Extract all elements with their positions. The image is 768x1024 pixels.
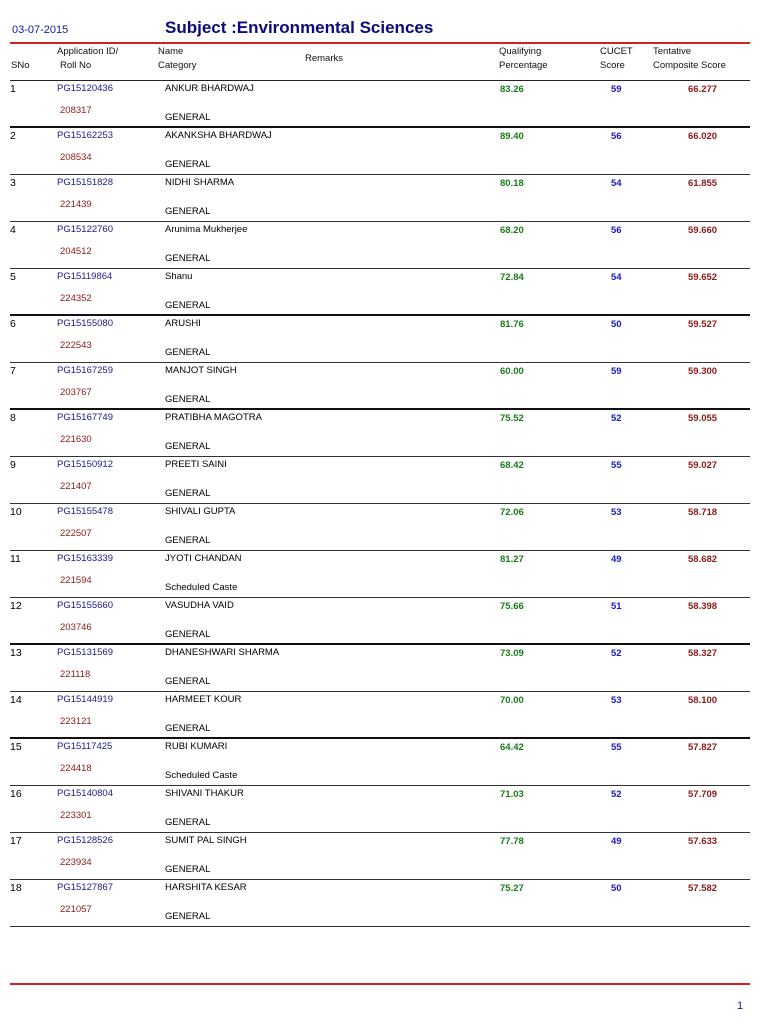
row-application-id: PG15119864 <box>57 271 113 282</box>
row-name: SHIVANI THAKUR <box>165 788 244 799</box>
row-sno: 9 <box>10 459 16 471</box>
column-header-name <box>158 45 197 73</box>
row-name: NIDHI SHARMA <box>165 177 235 188</box>
row-cucet-score: 50 <box>611 319 622 330</box>
row-roll-no: 221057 <box>60 904 92 915</box>
row-category: GENERAL <box>165 112 211 123</box>
row-sno: 4 <box>10 224 16 236</box>
row-category: GENERAL <box>165 864 211 875</box>
results-table <box>10 81 750 927</box>
row-sno: 5 <box>10 271 16 283</box>
row-cucet-score: 52 <box>611 413 622 424</box>
row-composite-score: 58.682 <box>688 554 718 565</box>
row-category: GENERAL <box>165 535 211 546</box>
row-application-id: PG15117425 <box>57 741 113 752</box>
row-qualifying-percentage: 68.20 <box>500 225 524 236</box>
row-category: GENERAL <box>165 488 211 499</box>
row-sno: 2 <box>10 130 16 142</box>
row-category: GENERAL <box>165 723 211 734</box>
table-row <box>10 316 750 363</box>
row-cucet-score: 54 <box>611 272 622 283</box>
row-composite-score: 57.582 <box>688 883 718 894</box>
row-name: SUMIT PAL SINGH <box>165 835 247 846</box>
column-header-app-id-label: Application ID/ <box>57 46 119 57</box>
row-application-id: PG15167749 <box>57 412 113 423</box>
footer-divider <box>10 983 750 985</box>
row-qualifying-percentage: 64.42 <box>500 742 524 753</box>
row-category: GENERAL <box>165 206 211 217</box>
row-qualifying-percentage: 70.00 <box>500 695 524 706</box>
row-cucet-score: 56 <box>611 131 622 142</box>
column-header-app-id <box>57 45 118 73</box>
row-category: GENERAL <box>165 253 211 264</box>
row-composite-score: 59.660 <box>688 225 718 236</box>
row-qualifying-percentage: 60.00 <box>500 366 524 377</box>
column-header-name-label: Name <box>158 46 184 57</box>
row-application-id: PG15144919 <box>57 694 113 705</box>
row-cucet-score: 52 <box>611 789 622 800</box>
row-roll-no: 203767 <box>60 387 92 398</box>
row-qualifying-percentage: 89.40 <box>500 131 524 142</box>
row-qualifying-percentage: 75.27 <box>500 883 524 894</box>
row-application-id: PG15151828 <box>57 177 113 188</box>
row-application-id: PG15155080 <box>57 318 113 329</box>
row-composite-score: 57.827 <box>688 742 718 753</box>
row-roll-no: 224418 <box>60 763 92 774</box>
row-sno: 10 <box>10 506 22 518</box>
row-cucet-score: 56 <box>611 225 622 236</box>
row-sno: 1 <box>10 83 16 95</box>
row-cucet-score: 55 <box>611 460 622 471</box>
report-date: 03-07-2015 <box>12 24 69 36</box>
row-roll-no: 221407 <box>60 481 92 492</box>
column-header-qualifying <box>499 45 548 73</box>
row-cucet-score: 53 <box>611 507 622 518</box>
row-cucet-score: 51 <box>611 601 622 612</box>
row-application-id: PG15167259 <box>57 365 113 376</box>
row-composite-score: 61.855 <box>688 178 718 189</box>
row-composite-score: 59.027 <box>688 460 718 471</box>
row-category: GENERAL <box>165 629 211 640</box>
row-qualifying-percentage: 71.03 <box>500 789 524 800</box>
row-roll-no: 223121 <box>60 716 92 727</box>
row-sno: 7 <box>10 365 16 377</box>
row-sno: 14 <box>10 694 22 706</box>
row-category: Scheduled Caste <box>165 770 238 781</box>
row-category: GENERAL <box>165 911 211 922</box>
row-category: GENERAL <box>165 441 211 452</box>
row-name: HARMEET KOUR <box>165 694 242 705</box>
row-composite-score: 58.100 <box>688 695 718 706</box>
row-name: Arunima Mukherjee <box>165 224 248 235</box>
row-qualifying-percentage: 77.78 <box>500 836 524 847</box>
table-row <box>10 880 750 927</box>
table-row <box>10 504 750 551</box>
table-row <box>10 598 750 645</box>
table-row <box>10 645 750 692</box>
table-row <box>10 786 750 833</box>
column-header-cucet <box>600 45 633 73</box>
row-application-id: PG15150912 <box>57 459 113 470</box>
row-roll-no: 208534 <box>60 152 92 163</box>
row-name: MANJOT SINGH <box>165 365 237 376</box>
table-row <box>10 692 750 739</box>
row-qualifying-percentage: 72.06 <box>500 507 524 518</box>
row-composite-score: 57.709 <box>688 789 718 800</box>
row-qualifying-percentage: 75.66 <box>500 601 524 612</box>
row-sno: 11 <box>10 553 21 565</box>
column-header-category-label: Category <box>158 60 197 71</box>
column-header-qualifying-label-2: Percentage <box>499 60 548 71</box>
row-category: GENERAL <box>165 300 211 311</box>
row-name: JYOTI CHANDAN <box>165 553 242 564</box>
table-row <box>10 457 750 504</box>
row-qualifying-percentage: 75.52 <box>500 413 524 424</box>
row-sno: 17 <box>10 835 22 847</box>
row-category: GENERAL <box>165 817 211 828</box>
row-application-id: PG15155660 <box>57 600 113 611</box>
row-cucet-score: 59 <box>611 84 622 95</box>
row-composite-score: 58.327 <box>688 648 718 659</box>
table-row <box>10 128 750 175</box>
row-sno: 3 <box>10 177 16 189</box>
table-row <box>10 410 750 457</box>
table-row <box>10 175 750 222</box>
row-category: Scheduled Caste <box>165 582 238 593</box>
column-header-qualifying-label-1: Qualifying <box>499 46 542 57</box>
row-composite-score: 58.398 <box>688 601 718 612</box>
row-cucet-score: 55 <box>611 742 622 753</box>
row-roll-no: 221630 <box>60 434 92 445</box>
row-composite-score: 58.718 <box>688 507 718 518</box>
row-sno: 8 <box>10 412 16 424</box>
row-sno: 15 <box>10 741 22 753</box>
row-name: ANKUR BHARDWAJ <box>165 83 254 94</box>
row-category: GENERAL <box>165 347 211 358</box>
row-composite-score: 57.633 <box>688 836 718 847</box>
row-name: SHIVALI GUPTA <box>165 506 236 517</box>
table-row <box>10 833 750 880</box>
row-roll-no: 208317 <box>60 105 92 116</box>
row-cucet-score: 49 <box>611 554 622 565</box>
column-header-sno: SNo <box>11 60 30 71</box>
row-application-id: PG15140804 <box>57 788 113 799</box>
row-composite-score: 59.055 <box>688 413 718 424</box>
row-qualifying-percentage: 80.18 <box>500 178 524 189</box>
row-roll-no: 223934 <box>60 857 92 868</box>
row-application-id: PG15127867 <box>57 882 113 893</box>
table-row <box>10 739 750 786</box>
row-name: DHANESHWARI SHARMA <box>165 647 280 658</box>
column-header-cucet-label-2: Score <box>600 60 625 71</box>
row-roll-no: 203746 <box>60 622 92 633</box>
row-roll-no: 221439 <box>60 199 92 210</box>
row-roll-no: 204512 <box>60 246 92 257</box>
row-application-id: PG15131569 <box>57 647 113 658</box>
column-header-remarks: Remarks <box>305 53 344 64</box>
row-application-id: PG15163339 <box>57 553 113 564</box>
header-divider <box>10 42 750 44</box>
row-sno: 16 <box>10 788 22 800</box>
row-qualifying-percentage: 83.26 <box>500 84 524 95</box>
row-application-id: PG15162253 <box>57 130 113 141</box>
row-name: PREETI SAINI <box>165 459 227 470</box>
row-application-id: PG15120436 <box>57 83 113 94</box>
row-name: HARSHITA KESAR <box>165 882 247 893</box>
row-category: GENERAL <box>165 159 211 170</box>
row-qualifying-percentage: 68.42 <box>500 460 524 471</box>
row-cucet-score: 49 <box>611 836 622 847</box>
page-number: 1 <box>737 1000 744 1012</box>
row-roll-no: 221118 <box>60 669 91 680</box>
column-header-roll-no-label: Roll No <box>60 60 92 71</box>
row-cucet-score: 50 <box>611 883 622 894</box>
page-title: Subject :Environmental Sciences <box>165 18 434 37</box>
table-row <box>10 81 750 128</box>
row-roll-no: 223301 <box>60 810 92 821</box>
row-composite-score: 59.652 <box>688 272 718 283</box>
row-cucet-score: 53 <box>611 695 622 706</box>
column-header-composite-label-1: Tentative <box>653 46 692 57</box>
row-qualifying-percentage: 81.27 <box>500 554 524 565</box>
row-cucet-score: 59 <box>611 366 622 377</box>
row-sno: 6 <box>10 318 16 330</box>
row-application-id: PG15122760 <box>57 224 113 235</box>
row-roll-no: 224352 <box>60 293 92 304</box>
table-row <box>10 551 750 598</box>
row-cucet-score: 52 <box>611 648 622 659</box>
row-category: GENERAL <box>165 394 211 405</box>
row-sno: 13 <box>10 647 22 659</box>
row-name: Shanu <box>165 271 193 282</box>
table-row <box>10 363 750 410</box>
row-category: GENERAL <box>165 676 211 687</box>
column-header-cucet-label-1: CUCET <box>600 46 633 57</box>
row-name: PRATIBHA MAGOTRA <box>165 412 262 423</box>
row-qualifying-percentage: 73.09 <box>500 648 524 659</box>
row-roll-no: 221594 <box>60 575 92 586</box>
row-name: VASUDHA VAID <box>165 600 234 611</box>
row-cucet-score: 54 <box>611 178 622 189</box>
row-name: AKANKSHA BHARDWAJ <box>165 130 272 141</box>
row-sno: 12 <box>10 600 22 612</box>
row-application-id: PG15155478 <box>57 506 113 517</box>
row-sno: 18 <box>10 882 22 894</box>
row-application-id: PG15128526 <box>57 835 113 846</box>
row-composite-score: 59.300 <box>688 366 718 377</box>
row-name: RUBI KUMARI <box>165 741 228 752</box>
row-roll-no: 222543 <box>60 340 92 351</box>
row-composite-score: 66.277 <box>688 84 718 95</box>
column-header-composite-label-2: Composite Score <box>653 60 726 71</box>
row-qualifying-percentage: 81.76 <box>500 319 524 330</box>
row-roll-no: 222507 <box>60 528 92 539</box>
row-composite-score: 66.020 <box>688 131 718 142</box>
row-composite-score: 59.527 <box>688 319 718 330</box>
row-qualifying-percentage: 72.84 <box>500 272 524 283</box>
table-row <box>10 269 750 316</box>
table-row <box>10 222 750 269</box>
column-header-composite <box>653 45 726 73</box>
row-name: ARUSHI <box>165 318 201 329</box>
